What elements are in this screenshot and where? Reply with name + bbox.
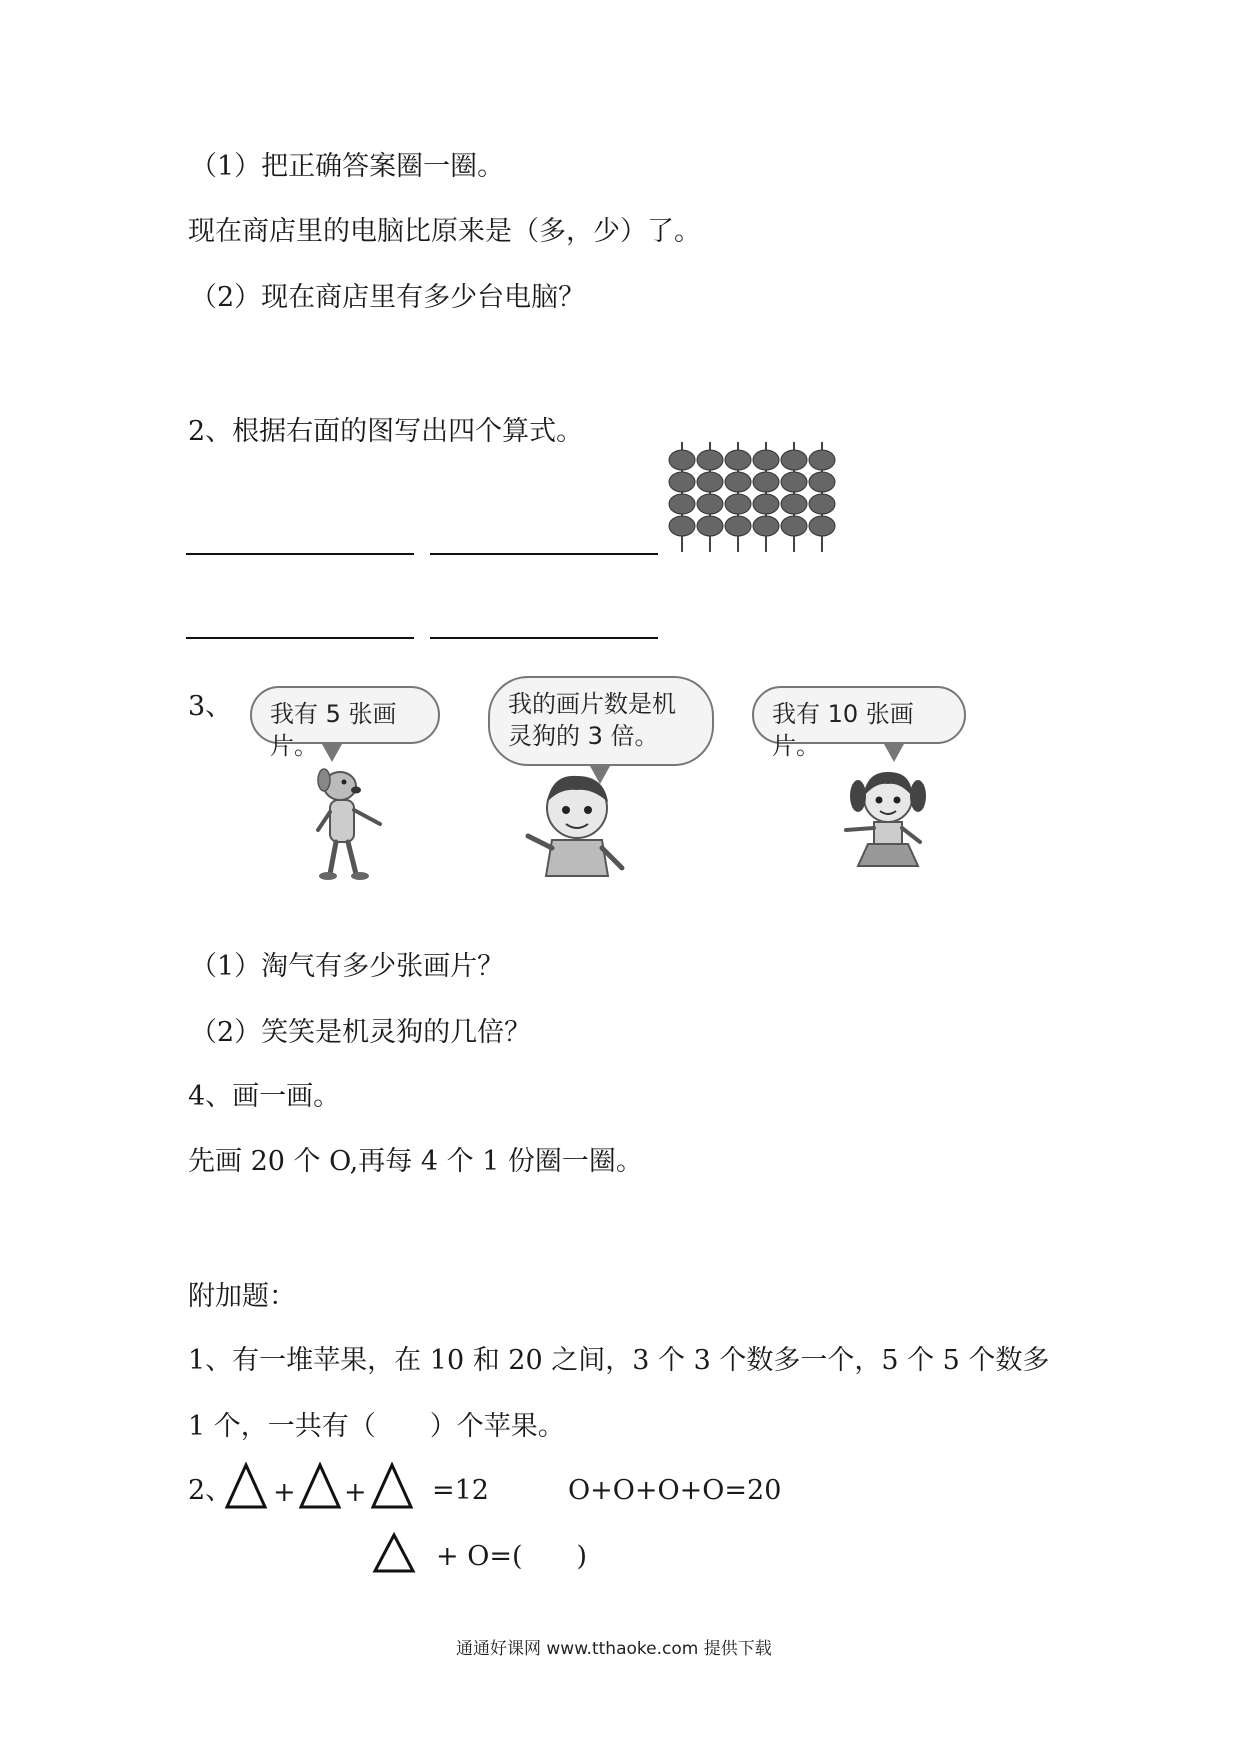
abacus-figure — [664, 438, 844, 556]
q1-statement: 现在商店里的电脑比原来是（多，少）了。 — [188, 216, 701, 247]
bonus2-eq2: O+O+O+O=20 — [568, 1475, 782, 1506]
abacus-bead — [669, 494, 695, 514]
q4-instruction: 先画 20 个 O,再每 4 个 1 份圈一圈。 — [188, 1146, 643, 1177]
abacus-bead — [753, 516, 779, 536]
abacus-bead — [725, 450, 751, 470]
abacus-bead — [669, 450, 695, 470]
q4-title: 4、画一画。 — [188, 1081, 341, 1112]
plus-sign-1: + — [273, 1477, 296, 1508]
girl-character-illustration — [838, 766, 938, 876]
abacus-bead — [809, 494, 835, 514]
bonus2-eq3: + O=( ) — [436, 1541, 588, 1572]
triangle-icon — [372, 1532, 416, 1574]
q1-sub1: （1）把正确答案圈一圈。 — [190, 151, 505, 182]
abacus-bead — [697, 450, 723, 470]
q3-sub1: （1）淘气有多少张画片？ — [190, 951, 505, 982]
abacus-bead — [697, 516, 723, 536]
abacus-bead — [725, 516, 751, 536]
footer-source: 通通好课网 www.tthaoke.com 提供下载 — [456, 1639, 772, 1659]
abacus-bead — [809, 450, 835, 470]
abacus-bead — [753, 472, 779, 492]
abacus-bead — [809, 472, 835, 492]
bubble-dog-text: 我有 5 张画片。 — [270, 700, 397, 760]
bonus1-line1: 1、有一堆苹果，在 10 和 20 之间，3 个 3 个数多一个，5 个 5 个数多 — [188, 1345, 1050, 1376]
abacus-bead — [669, 472, 695, 492]
triangle-icon — [298, 1462, 342, 1510]
bubble-boy-line1: 我的画片数是机 — [508, 690, 676, 718]
triangle-icon — [370, 1462, 414, 1510]
q1-sub2: （2）现在商店里有多少台电脑？ — [190, 282, 586, 313]
abacus-bead — [669, 516, 695, 536]
abacus-bead — [781, 450, 807, 470]
speech-bubble-boy — [488, 676, 714, 766]
abacus-bead — [753, 450, 779, 470]
bonus1-line2: 1 个，一共有（ ）个苹果。 — [188, 1411, 565, 1442]
boy-character-illustration — [522, 770, 632, 880]
abacus-bead — [753, 494, 779, 514]
speech-bubble-dog — [250, 686, 440, 760]
bonus2-label: 2、 — [188, 1475, 233, 1506]
answer-blank-3[interactable] — [186, 637, 414, 639]
q3-sub2: （2）笑笑是机灵狗的几倍？ — [190, 1017, 532, 1048]
bonus2-eq1-result: =12 — [432, 1475, 489, 1506]
bonus-title: 附加题： — [188, 1281, 296, 1312]
abacus-bead — [781, 516, 807, 536]
answer-blank-4[interactable] — [430, 637, 658, 639]
abacus-bead — [697, 472, 723, 492]
abacus-bead — [781, 472, 807, 492]
abacus-bead — [725, 494, 751, 514]
bubble-boy-line2: 灵狗的 3 倍。 — [508, 722, 659, 750]
abacus-bead — [725, 472, 751, 492]
abacus-bead — [781, 494, 807, 514]
q3-label: 3、 — [188, 691, 233, 722]
plus-sign-2: + — [344, 1477, 367, 1508]
answer-blank-2[interactable] — [430, 553, 658, 555]
abacus-bead — [697, 494, 723, 514]
q2-title: 2、根据右面的图写出四个算式。 — [188, 416, 584, 447]
answer-blank-1[interactable] — [186, 553, 414, 555]
speech-bubble-girl — [752, 686, 966, 760]
bubble-girl-text: 我有 10 张画片。 — [772, 700, 914, 760]
triangle-icon — [224, 1462, 268, 1510]
abacus-bead — [809, 516, 835, 536]
dog-character-illustration — [302, 764, 392, 884]
